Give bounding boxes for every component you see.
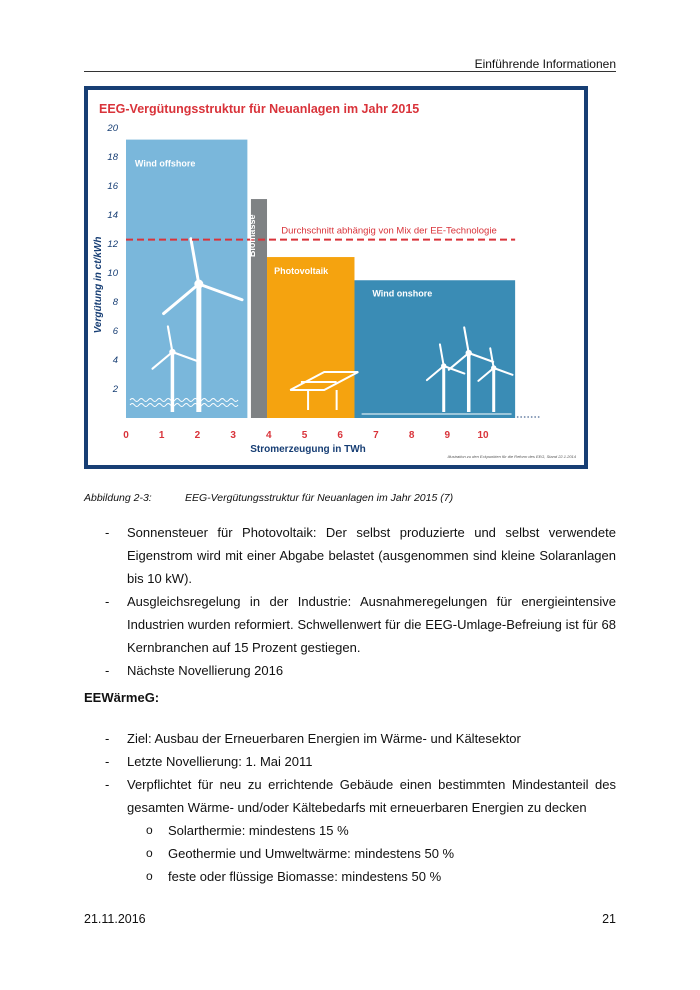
x-tick-label: 10 bbox=[477, 430, 489, 441]
list-item-text: Verpflichtet für neu zu errichtende Gebäude einen bestimmten Mindestanteil des gesamten Wärme- und/oder Kältebedarfs mit erneuerbaren Energien zu decken bbox=[127, 777, 616, 815]
x-tick-label: 9 bbox=[444, 430, 451, 441]
eeg-chart bbox=[84, 86, 588, 469]
circle-marker: o bbox=[146, 823, 153, 837]
dash-marker: - bbox=[105, 777, 110, 792]
y-tick-label: 18 bbox=[107, 152, 118, 163]
list-item-text: Ausgleichsregelung in der Industrie: Ausnahmeregelungen für energieintensive Industrien wurden reformiert. Schwellenwert für die EEG-Umlage-Befreiung ist für 68 Kernbranchen auf 15 Prozent gestiegen. bbox=[127, 594, 616, 655]
page-number: 21 bbox=[602, 912, 616, 926]
y-tick-label: 14 bbox=[107, 210, 118, 221]
caption-number: Abbildung 2-3: bbox=[84, 492, 152, 504]
y-tick-label: 20 bbox=[107, 123, 118, 134]
y-tick-label: 6 bbox=[112, 326, 118, 337]
figure-caption bbox=[84, 492, 453, 504]
list-item bbox=[84, 750, 616, 773]
figure bbox=[84, 86, 588, 469]
x-tick-label: 7 bbox=[373, 430, 379, 441]
chart-note: Illustration zu den Eckpunkten für die Reform des EEG, Stand 22.1.2014 bbox=[447, 454, 576, 459]
chart-title: EEG-Vergütungsstruktur für Neuanlagen im Jahr 2015 bbox=[99, 102, 420, 116]
tower bbox=[196, 284, 201, 412]
list-item bbox=[84, 773, 616, 819]
dash-marker: - bbox=[105, 754, 110, 769]
tower bbox=[492, 368, 495, 412]
y-tick-label: 10 bbox=[107, 268, 118, 279]
list-item bbox=[84, 727, 616, 750]
x-axis-label: Stromerzeugung in TWh bbox=[250, 444, 366, 455]
hub bbox=[194, 280, 203, 289]
list-item-text: Ziel: Ausbau der Erneuerbaren Energien im Wärme- und Kältesektor bbox=[127, 731, 521, 746]
bar-label: Wind onshore bbox=[372, 288, 433, 299]
x-tick-label: 8 bbox=[408, 430, 415, 441]
y-tick-label: 16 bbox=[107, 181, 118, 192]
footer-date: 21.11.2016 bbox=[84, 912, 146, 926]
hub bbox=[169, 349, 175, 355]
eewaermeg-list bbox=[84, 727, 616, 888]
list-item bbox=[84, 590, 616, 659]
dash-marker: - bbox=[105, 663, 110, 678]
header-rule bbox=[84, 71, 616, 72]
bullet-list bbox=[84, 521, 616, 682]
circle-marker: o bbox=[146, 869, 153, 883]
x-tick-label: 4 bbox=[266, 430, 272, 441]
x-tick-label: 6 bbox=[337, 430, 343, 441]
dash-marker: - bbox=[105, 731, 110, 746]
list-item-text: Letzte Novellierung: 1. Mai 2011 bbox=[127, 754, 313, 769]
caption-text: EEG-Vergütungsstruktur für Neuanlagen im Jahr 2015 (7) bbox=[185, 492, 454, 504]
hub bbox=[441, 363, 446, 368]
sub-list-item-text: feste oder flüssige Biomasse: mindestens 50 % bbox=[168, 869, 442, 884]
x-tick-label: 3 bbox=[230, 430, 236, 441]
tower bbox=[442, 366, 445, 412]
y-tick-label: 12 bbox=[107, 239, 118, 250]
x-tick-label: 0 bbox=[123, 430, 129, 441]
bar-photovoltaik bbox=[267, 257, 354, 418]
list-item-text: Nächste Novellierung 2016 bbox=[127, 663, 284, 678]
sub-list-item-text: Geothermie und Umweltwärme: mindestens 50 % bbox=[168, 846, 455, 861]
hub bbox=[466, 350, 472, 356]
hub bbox=[491, 365, 496, 370]
sub-list-item bbox=[84, 819, 616, 842]
y-tick-label: 2 bbox=[112, 384, 118, 395]
sub-list-item bbox=[84, 842, 616, 865]
sub-list-item-text: Solarthermie: mindestens 15 % bbox=[168, 823, 349, 838]
x-tick-label: 5 bbox=[301, 430, 308, 441]
list-item bbox=[84, 659, 616, 682]
dash-marker: - bbox=[105, 594, 110, 609]
average-label: Durchschnitt abhängig von Mix der EE-Technologie bbox=[281, 225, 497, 237]
x-tick-label: 1 bbox=[158, 430, 165, 441]
list-item bbox=[84, 521, 616, 590]
tower bbox=[467, 353, 471, 412]
list-item-text: Sonnensteuer für Photovoltaik: Der selbst produzierte und selbst verwendete Eigenstrom wird mit einer Abgabe belastet (ausgenommen sind kleine Solaranlagen bis 10 kW). bbox=[127, 525, 616, 586]
y-axis-label: Vergütung in ct/kWh bbox=[93, 236, 104, 334]
y-tick-label: 4 bbox=[112, 355, 118, 366]
tower bbox=[171, 352, 175, 412]
x-tick-label: 2 bbox=[194, 430, 201, 441]
y-tick-label: 8 bbox=[112, 297, 118, 308]
running-head: Einführende Informationen bbox=[474, 57, 616, 71]
bar-label: Wind offshore bbox=[134, 158, 196, 169]
bar-wind-offshore bbox=[126, 140, 247, 418]
bar-label: Biomasse bbox=[247, 214, 258, 258]
dash-marker: - bbox=[105, 525, 110, 540]
circle-marker: o bbox=[146, 846, 153, 860]
section-heading: EEWärmeG: bbox=[84, 690, 160, 705]
bar-label: Photovoltaik bbox=[274, 266, 329, 277]
sub-list-item bbox=[84, 865, 616, 888]
